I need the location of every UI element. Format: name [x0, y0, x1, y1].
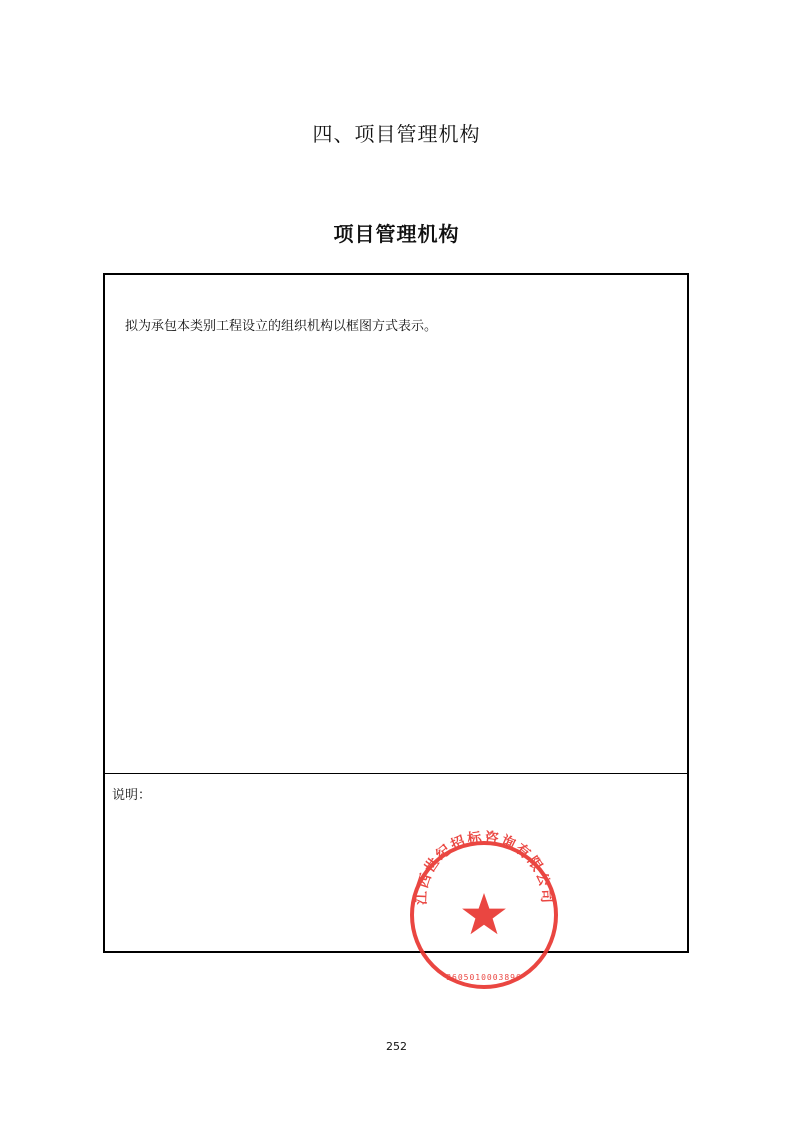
section-heading: 四、项目管理机构: [312, 122, 481, 146]
star-icon: [462, 893, 506, 934]
org-chart-cell: [105, 275, 687, 774]
svg-text:3605010003896: 3605010003896: [446, 973, 522, 982]
instruction-text: 拟为承包本类别工程设立的组织机构以框图方式表示。: [125, 319, 438, 334]
svg-text:江西世纪招标咨询有限公司: 江西世纪招标咨询有限公司: [413, 829, 555, 906]
note-label: 说明：: [112, 788, 152, 803]
company-seal: [409, 825, 559, 1005]
organization-form-table: [103, 273, 689, 953]
page-number: 252: [386, 1040, 407, 1053]
table-title: 项目管理机构: [333, 222, 460, 246]
note-cell: [105, 774, 687, 951]
